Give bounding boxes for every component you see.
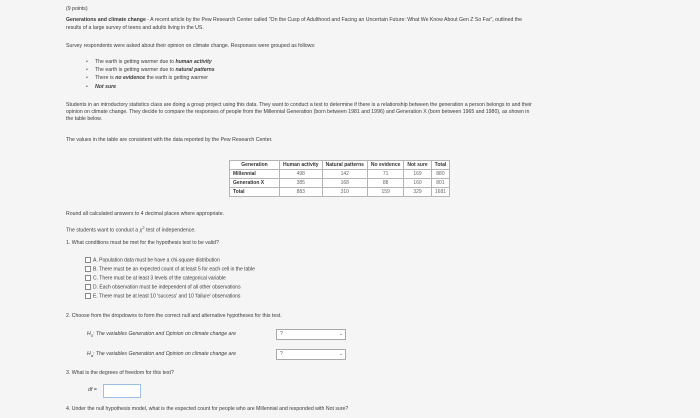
intro-line-2: results of a large survey of teens and adults living in the US. xyxy=(66,25,204,31)
option-b[interactable]: B. There must be an expected count of at least 5 for each cell in the table xyxy=(85,266,255,273)
row-label: Generation X xyxy=(230,179,280,188)
chevron-down-icon: ⌄ xyxy=(338,331,343,337)
alt-hypothesis-dropdown[interactable]: ? ⌄ xyxy=(276,349,346,360)
df-label: df = xyxy=(88,387,97,393)
table-header: No evidence xyxy=(367,161,403,170)
table-cell: 169 xyxy=(404,170,431,179)
contingency-table xyxy=(229,160,450,197)
bullet-item: • The earth is getting warmer due to human activity xyxy=(86,58,215,66)
question-3-label: 3. What is the degrees of freedom for this test? xyxy=(66,370,174,376)
conduct-line: The students want to conduct a $\chi^2$ test of independence. xyxy=(66,225,196,234)
students-line-3: the table below. xyxy=(66,116,103,122)
df-input[interactable] xyxy=(103,384,141,398)
table-cell: 310 xyxy=(322,188,367,197)
table-header: Human activity xyxy=(280,161,323,170)
table-cell: 1681 xyxy=(431,188,450,197)
table-cell: 88 xyxy=(367,179,403,188)
students-line-1: Students in an introductory statistics class are doing a group project using this data. They want to conduct a test to determine if there is a relationship between the generation a person belongs to and their xyxy=(66,102,532,108)
table-cell: 801 xyxy=(431,179,450,188)
chevron-down-icon: ⌄ xyxy=(338,351,343,357)
question-2-label: 2. Choose from the dropdowns to form the correct null and alternative hypotheses for this test. xyxy=(66,313,282,319)
points-label: (9 points) xyxy=(66,6,88,12)
row-label: Total xyxy=(230,188,280,197)
checkbox[interactable] xyxy=(85,257,91,263)
option-d[interactable]: D. Each observation must be independent of all other observations xyxy=(85,284,241,291)
intro-title: Generations and climate change xyxy=(66,17,146,23)
option-e[interactable]: E. There must be at least 10 'success' and 10 'failure' observations xyxy=(85,293,240,300)
table-cell: 883 xyxy=(280,188,323,197)
table-header: Not sure xyxy=(404,161,431,170)
table-cell: 498 xyxy=(280,170,323,179)
intro-line-1 xyxy=(66,17,522,23)
table-header: Total xyxy=(431,161,450,170)
table-cell: 71 xyxy=(367,170,403,179)
null-hypothesis-dropdown[interactable]: ? ⌄ xyxy=(276,329,346,340)
table-header: Natural patterns xyxy=(322,161,367,170)
bullet-item: • Not sure xyxy=(86,83,215,91)
bullet-item: • The earth is getting warmer due to natural patterns xyxy=(86,66,215,74)
table-row xyxy=(230,170,450,179)
survey-line: Survey respondents were asked about their opinion on climate change. Responses were grouped as follows: xyxy=(66,43,316,49)
question-4-label: 4. Under the null hypothesis model, what is the expected count for people who are Millennial and responded with Not sure? xyxy=(66,406,349,412)
round-instruction: Round all calculated answers to 4 decimal places where appropriate. xyxy=(66,211,225,217)
table-cell: 168 xyxy=(322,179,367,188)
question-1-label: 1. What conditions must be met for the hypothesis test to be valid? xyxy=(66,240,219,246)
intro-text: - A recent article by the Pew Research Center called "On the Cusp of Adulthood and Facing an Uncertain Future: What We Know About Gen Z So Far", outlined the xyxy=(145,17,522,23)
table-cell: 880 xyxy=(431,170,450,179)
students-line-2: opinion on climate change. They decide to compare the responses of people from the Millennial Generation (born between 1981 and 1996) and Generation X (born between 1965 and 1980), as shown in xyxy=(66,109,530,115)
table-cell: 329 xyxy=(404,188,431,197)
checkbox[interactable] xyxy=(85,284,91,290)
option-a[interactable]: A. Population data must be have a chi-square distribution xyxy=(85,257,220,264)
table-cell: 385 xyxy=(280,179,323,188)
alt-hypothesis-line: $H_a$: The variables Generation and Opinion on climate change are xyxy=(87,351,237,359)
response-bullet-list xyxy=(86,58,215,91)
checkbox[interactable] xyxy=(85,293,91,299)
option-c[interactable]: C. There must be at least 3 levels of the categorical variable xyxy=(85,275,226,282)
checkbox[interactable] xyxy=(85,266,91,272)
bullet-item: • There is no evidence the earth is getting warmer xyxy=(86,74,215,82)
row-label: Millennial xyxy=(230,170,280,179)
checkbox[interactable] xyxy=(85,275,91,281)
table-header-row xyxy=(230,161,450,170)
consistent-line: The values in the table are consistent with the data reported by the Pew Research Center. xyxy=(66,137,273,143)
table-row xyxy=(230,179,450,188)
table-cell: 160 xyxy=(404,179,431,188)
null-hypothesis-line: $H_0$: The variables Generation and Opinion on climate change are xyxy=(87,331,237,339)
table-row xyxy=(230,188,450,197)
table-header: Generation xyxy=(230,161,280,170)
table-cell: 142 xyxy=(322,170,367,179)
table-cell: 159 xyxy=(367,188,403,197)
